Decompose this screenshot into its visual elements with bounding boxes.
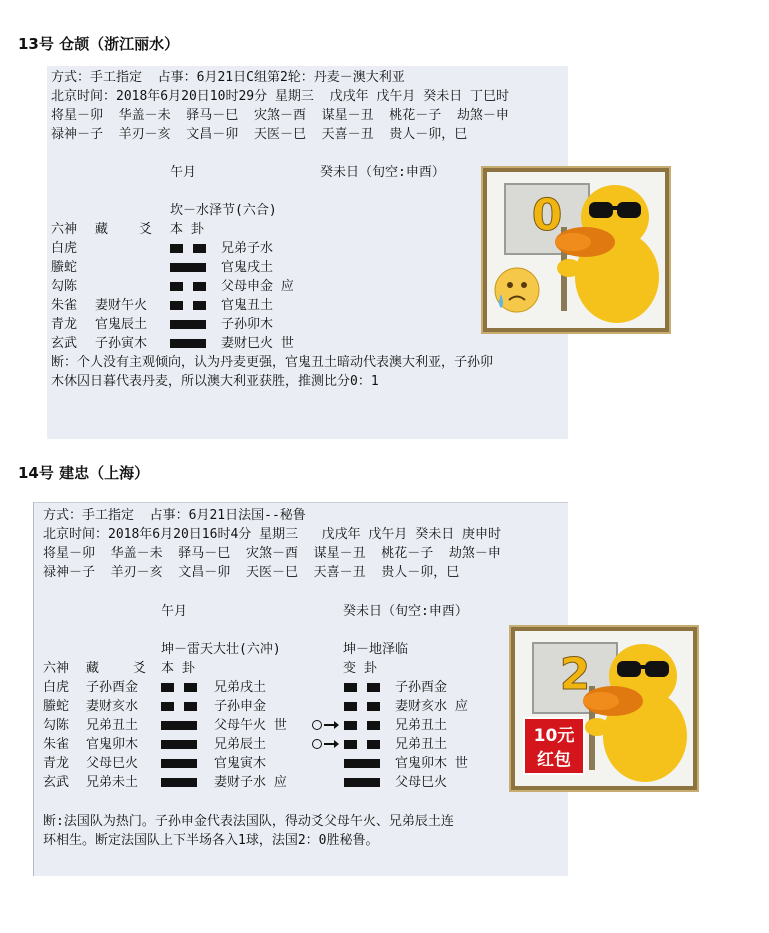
changed-yao-line-yin	[344, 738, 380, 750]
changed-line-label-cell: 兄弟丑土	[395, 718, 448, 733]
time-line: 北京时间：2018年6月20日16时4分 星期三 戊戌年 戊午月 癸未日 庚申时	[43, 527, 502, 542]
entry-14-title: 14号 建忠（上海）	[18, 464, 150, 482]
stars-line-2: 禄神－子 羊刃－亥 文昌－卯 天医－巳 天喜－丑 贵人－卯，巳	[51, 127, 468, 142]
liushen-cell: 玄武	[43, 775, 70, 790]
liushen-cell: 青龙	[43, 756, 70, 771]
header-bian-gua: 变 卦	[343, 661, 377, 676]
line-label-cell: 父母申金 应	[221, 279, 294, 294]
stars-line-2: 禄神－子 羊刃－亥 文昌－卯 天医－巳 天喜－丑 贵人－卯，巳	[43, 565, 460, 580]
day-label: 癸未日（旬空:申酉）	[320, 165, 445, 180]
hidden-line-cell: 兄弟未土	[86, 775, 139, 790]
liushen-cell: 勾陈	[43, 718, 70, 733]
liushen-cell: 白虎	[43, 680, 70, 695]
sticker-score: 2	[559, 649, 591, 700]
line-label-cell: 兄弟戌土	[214, 680, 267, 695]
liushen-cell: 螣蛇	[43, 699, 70, 714]
liushen-cell: 螣蛇	[51, 260, 78, 275]
hidden-line-cell: 妻财亥水	[86, 699, 139, 714]
header-ben-gua: 本 卦	[170, 222, 204, 237]
line-label-cell: 兄弟子水	[221, 241, 274, 256]
changed-yao-line-yin	[344, 700, 380, 712]
entry-13-title: 13号 仓颉（浙江丽水）	[18, 35, 180, 53]
changed-yao-line-yin	[344, 681, 380, 693]
hidden-line-cell: 官鬼卯木	[86, 737, 139, 752]
judgement-line-1: 断:法国队为热门。子孙申金代表法国队，得动爻父母午火、兄弟辰土连	[43, 814, 454, 829]
line-label-cell: 妻财巳火 世	[221, 336, 294, 351]
changed-line-label-cell: 子孙酉金	[395, 680, 448, 695]
stars-line-1: 将星－卯 华盖－未 驿马－巳 灾煞－酉 谋星－丑 桃花－子 劫煞－申	[51, 108, 509, 123]
hidden-line-cell: 子孙酉金	[86, 680, 139, 695]
header-liushen: 六神	[51, 222, 78, 237]
changed-hexagram-name: 坤－地泽临	[343, 642, 409, 657]
yao-line-yang	[161, 738, 197, 750]
yao-line-yin	[161, 681, 197, 693]
hexagram-name: 坎－水泽节(六合)	[170, 203, 277, 218]
line-label-cell: 官鬼寅木	[214, 756, 267, 771]
yao-line-yang	[170, 261, 206, 273]
yao-line-yin	[170, 280, 206, 292]
changed-yao-line-yin	[344, 719, 380, 731]
changed-line-label-cell: 兄弟丑土	[395, 737, 448, 752]
changed-line-label-cell: 官鬼卯木 世	[395, 756, 468, 771]
header-yao: 爻	[133, 661, 147, 676]
yao-line-yang	[170, 337, 206, 349]
header-yao: 爻	[139, 222, 153, 237]
yao-line-yin	[170, 242, 206, 254]
line-label-cell: 兄弟辰土	[214, 737, 267, 752]
line-label-cell: 官鬼戌土	[221, 260, 274, 275]
hidden-line-cell: 妻财午火	[95, 298, 148, 313]
month-label: 午月	[161, 604, 188, 619]
yao-line-yang	[170, 318, 206, 330]
liushen-cell: 朱雀	[43, 737, 70, 752]
time-line: 北京时间：2018年6月20日10时29分 星期三 戊戌年 戊午月 癸未日 丁巳时	[51, 89, 510, 104]
header-ben-gua: 本 卦	[161, 661, 195, 676]
hidden-line-cell: 子孙寅木	[95, 336, 148, 351]
yao-line-yang	[161, 757, 197, 769]
method-line: 方式：手工指定 占事：6月21日C组第2轮：丹麦－澳大利亚	[51, 70, 405, 85]
header-cang: 藏	[86, 661, 100, 676]
moving-line-arrow-icon	[324, 743, 335, 745]
month-label: 午月	[170, 165, 197, 180]
judgement-line-1: 断：个人没有主观倾向，认为丹麦更强，官鬼丑土暗动代表澳大利亚，子孙卯	[51, 355, 494, 370]
hidden-line-cell: 父母巳火	[86, 756, 139, 771]
changed-line-label-cell: 父母巳火	[395, 775, 448, 790]
header-liushen: 六神	[43, 661, 70, 676]
line-label-cell: 子孙卯木	[221, 317, 274, 332]
method-line: 方式：手工指定 占事：6月21日法国--秘鲁	[43, 508, 306, 523]
liushen-cell: 勾陈	[51, 279, 78, 294]
line-label-cell: 父母午火 世	[214, 718, 287, 733]
changed-line-label-cell: 妻财亥水 应	[395, 699, 468, 714]
changed-yao-line-yang	[344, 757, 380, 769]
hexagram-name: 坤－雷天大壮(六冲)	[161, 642, 281, 657]
red-envelope-badge	[523, 717, 585, 775]
judgement-line-2: 环相生。断定法国队上下半场各入1球，法国2：0胜秘鲁。	[43, 833, 379, 848]
entry-14-panel	[33, 502, 568, 876]
liushen-cell: 白虎	[51, 241, 78, 256]
duck-sign-illustration	[487, 172, 665, 328]
liushen-cell: 朱雀	[51, 298, 78, 313]
sticker-score: 0	[531, 190, 563, 241]
changed-yao-line-yang	[344, 776, 380, 788]
duck-sticker-0	[483, 168, 669, 332]
stars-line-1: 将星－卯 华盖－未 驿马－巳 灾煞－酉 谋星－丑 桃花－子 劫煞－申	[43, 546, 501, 561]
moving-line-circle-icon	[312, 739, 322, 749]
line-label-cell: 子孙申金	[214, 699, 267, 714]
judgement-line-2: 木休囚日暮代表丹麦，所以澳大利亚获胜，推测比分0：1	[51, 374, 379, 389]
day-label: 癸未日（旬空:申酉）	[343, 604, 468, 619]
moving-line-circle-icon	[312, 720, 322, 730]
hidden-line-cell: 兄弟丑土	[86, 718, 139, 733]
line-label-cell: 官鬼丑土	[221, 298, 274, 313]
line-label-cell: 妻财子水 应	[214, 775, 287, 790]
yao-line-yin	[161, 700, 197, 712]
badge-line-1: 10元	[533, 726, 575, 746]
duck-sticker-2	[511, 627, 697, 790]
header-cang: 藏	[95, 222, 109, 237]
yao-line-yang	[161, 776, 197, 788]
liushen-cell: 玄武	[51, 336, 78, 351]
liushen-cell: 青龙	[51, 317, 78, 332]
moving-line-arrow-icon	[324, 724, 335, 726]
yao-line-yang	[161, 719, 197, 731]
yao-line-yin	[170, 299, 206, 311]
hidden-line-cell: 官鬼辰土	[95, 317, 148, 332]
badge-line-2: 红包	[537, 750, 571, 770]
